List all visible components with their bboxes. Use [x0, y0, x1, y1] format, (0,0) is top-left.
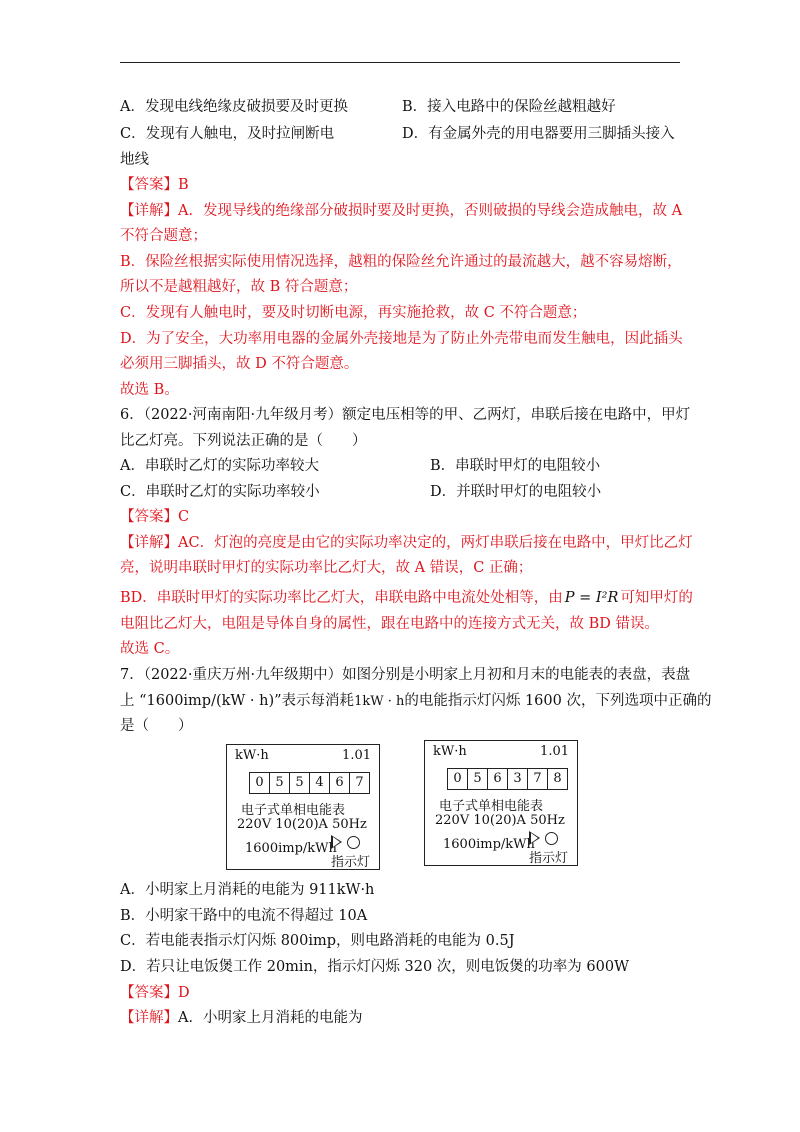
q5-option-d-continued: 地线 — [120, 152, 149, 168]
detail-bracket: 【详解】 — [120, 1010, 178, 1026]
detail-bracket: 【详解】 — [120, 203, 178, 219]
meter-digit: 8 — [553, 771, 562, 786]
q5-option-c: C．发现有人触电，及时拉闸断电 — [120, 126, 335, 142]
meter-spec: 220V 10(20)A 50Hz — [237, 817, 367, 832]
answer-value: B — [178, 177, 189, 193]
q6-detail-line-1 — [120, 533, 693, 553]
q6-option-a: A．串联时乙灯的实际功率较大 — [120, 458, 319, 474]
q7-option-a: A．小明家上月消耗的电能为 911kW·h — [120, 882, 375, 898]
detail-text: BD．串联时甲灯的实际功率比乙灯大，串联电路中电流处处相等，由 — [120, 590, 563, 606]
q6-detail-line-5: 故选 C。 — [120, 641, 180, 657]
q6-detail-line-3 — [120, 588, 693, 608]
meter-unit: kW·h — [433, 744, 467, 759]
power-formula: P = I²R — [564, 590, 619, 606]
meter-digit: 6 — [488, 769, 508, 789]
q7-answer — [120, 983, 190, 1003]
q6-detail-line-2: 亮，说明串联时甲灯的实际功率比乙灯大，故 A 错误，C 正确； — [120, 560, 533, 576]
meter-spec: 220V 10(20)A 50Hz — [435, 813, 565, 828]
q5-detail-line-4: 所以不是越粗越好，故 B 符合题意； — [120, 279, 358, 295]
meter-digit: 7 — [528, 769, 548, 789]
detail-text: A．发现导线的绝缘部分破损时要及时更换，否则破损的导线会造成触电，故 A — [178, 203, 683, 219]
header-rule — [120, 62, 680, 63]
q5-option-b: B．接入电路中的保险丝越粗越好 — [402, 99, 616, 115]
q7-stem-line-2 — [120, 691, 711, 712]
answer-bracket: 【答案】 — [120, 985, 178, 1001]
q6-answer — [120, 507, 189, 527]
meter-digit: 4 — [310, 773, 330, 793]
q6-detail-line-4: 电阻比乙灯大，电阻是导体自身的属性，跟在电路中的连接方式无关，故 BD 错误。 — [120, 616, 659, 632]
meter-digit: 6 — [330, 773, 350, 793]
detail-text: A．小明家上月消耗的电能为 — [178, 1010, 363, 1026]
q7-option-c: C．若电能表指示灯闪烁 800imp，则电路消耗的电能为 0.5J — [120, 933, 515, 949]
meter-digit: 0 — [250, 773, 270, 793]
meter-reading — [249, 772, 370, 794]
q7-option-d: D．若只让电饭煲工作 20min，指示灯闪烁 320 次，则电饭煲的功率为 600W — [120, 959, 629, 975]
q7-detail-line-1 — [120, 1008, 362, 1028]
meter-imp: 1600imp/kWh — [443, 837, 535, 852]
unit-kwh: 1kW · h — [354, 694, 405, 709]
answer-bracket: 【答案】 — [120, 177, 178, 193]
q5-detail-line-7: 必须用三脚插头，故 D 不符合题意。 — [120, 356, 359, 372]
q5-detail-line-6: D．为了安全，大功率用电器的金属外壳接地是为了防止外壳带电而发生触电，因此插头 — [120, 331, 683, 347]
q5-detail-line-8: 故选 B。 — [120, 382, 179, 398]
meter-digit: 7 — [355, 775, 364, 790]
meter-name: 电子式单相电能表 — [241, 803, 346, 818]
q7-option-b: B．小明家干路中的电流不得超过 10A — [120, 908, 368, 924]
q5-detail-line-3: B．保险丝根据实际使用情况选择，越粗的保险丝允许通过的最流越大，越不容易熔断， — [120, 254, 682, 270]
indicator-arrow-icon — [529, 831, 540, 845]
detail-bracket: 【详解】 — [120, 535, 178, 551]
answer-value: C — [178, 509, 190, 525]
q6-option-c: C．串联时乙灯的实际功率较小 — [120, 484, 320, 500]
meter-reading — [447, 768, 568, 790]
q5-option-d: D．有金属外壳的用电器要用三脚插头接入 — [402, 126, 675, 142]
detail-text-tail: 可知甲灯的 — [620, 590, 693, 606]
meter-digit: 5 — [290, 773, 310, 793]
indicator-label: 指示灯 — [331, 855, 371, 870]
answer-bracket: 【答案】 — [120, 509, 178, 525]
q6-stem-line-2: 比乙灯亮。下列说法正确的是（ ） — [120, 433, 367, 449]
meter-digit: 3 — [508, 769, 528, 789]
energy-meter-end — [424, 740, 578, 866]
meter-imp: 1600imp/kWh — [245, 841, 337, 856]
answer-value: D — [178, 985, 190, 1001]
q5-detail-line-5: C．发现有人触电时，要及时切断电源，再实施抢救，故 C 不符合题意； — [120, 305, 587, 321]
detail-text: AC．灯泡的亮度是由它的实际功率决定的，两灯串联后接在电路中，甲灯比乙灯 — [178, 535, 693, 551]
q5-detail-line-2: 不符合题意； — [120, 228, 207, 244]
q6-option-d: D．并联时甲灯的电阻较小 — [430, 484, 602, 500]
meter-digit: 0 — [448, 769, 468, 789]
meter-digit: 5 — [270, 773, 290, 793]
meter-unit: kW·h — [235, 748, 269, 763]
stem-text: 上 “1600imp/(kW · h)”表示每消耗 — [120, 693, 355, 709]
indicator-arrow-icon — [331, 835, 342, 849]
indicator-label: 指示灯 — [529, 851, 569, 866]
meter-class: 1.01 — [342, 748, 371, 763]
meter-name: 电子式单相电能表 — [439, 799, 544, 814]
energy-meter-start — [226, 744, 380, 870]
indicator-lamp-icon — [545, 832, 558, 845]
q6-option-b: B．串联时甲灯的电阻较小 — [430, 458, 601, 474]
q7-stem-line-3: 是（ ） — [120, 718, 193, 734]
q6-stem-line-1: 6．（2022·河南南阳·九年级月考）额定电压相等的甲、乙两灯，串联后接在电路中，甲灯 — [120, 407, 691, 423]
meter-digit: 5 — [468, 769, 488, 789]
q5-answer — [120, 175, 189, 195]
meter-class: 1.01 — [540, 744, 569, 759]
indicator-lamp-icon — [347, 836, 360, 849]
q5-detail-line-1 — [120, 201, 682, 221]
stem-text-tail: 的电能指示灯闪烁 1600 次，下列选项中正确的 — [404, 693, 712, 709]
q7-stem-line-1: 7．（2022·重庆万州·九年级期中）如图分别是小明家上月初和月末的电能表的表盘，表盘 — [120, 667, 691, 683]
q5-option-a: A．发现电线绝缘皮破损要及时更换 — [120, 99, 348, 115]
